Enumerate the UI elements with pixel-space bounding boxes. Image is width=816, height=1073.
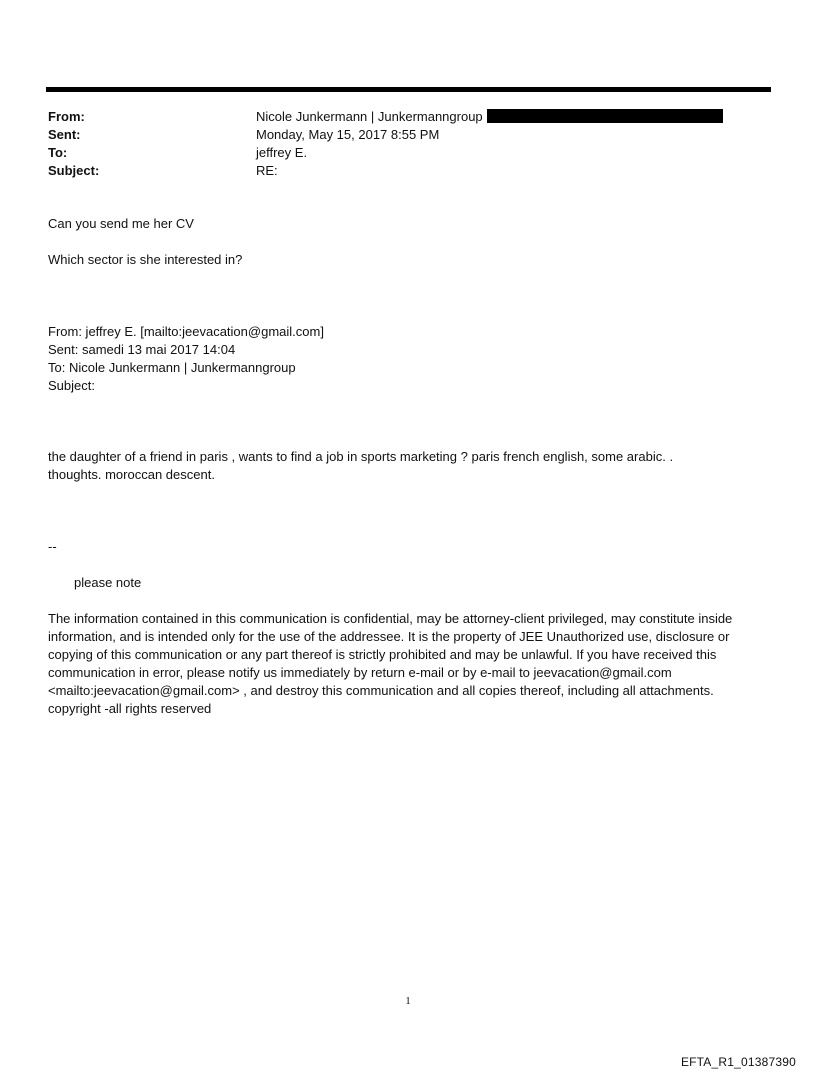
- sent-value: Monday, May 15, 2017 8:55 PM: [256, 127, 440, 142]
- sent-label: Sent:: [48, 127, 81, 142]
- redaction-box: [487, 109, 723, 123]
- signature-separator: --: [48, 539, 57, 554]
- to-label: To:: [48, 145, 68, 160]
- original-header: [48, 323, 763, 395]
- email-header: [48, 108, 770, 180]
- to-row: [48, 144, 770, 162]
- reply-line-2: Which sector is she interested in?: [48, 252, 243, 267]
- original-body-line-1: the daughter of a friend in paris , wants to find a job in sports marketing ? paris french english, some arabic. .: [48, 449, 674, 464]
- bates-number: EFTA_R1_01387390: [680, 1055, 796, 1069]
- original-sent: Sent: samedi 13 mai 2017 14:04: [48, 342, 236, 357]
- page-number: 1: [405, 995, 411, 1007]
- subject-value: RE:: [256, 163, 278, 178]
- to-value: jeffrey E.: [256, 145, 308, 160]
- from-label: From:: [48, 109, 85, 124]
- from-value: [256, 108, 770, 126]
- header-rule: [46, 87, 771, 92]
- subject-row: [48, 162, 770, 180]
- original-from: From: jeffrey E. [mailto:jeevacation@gmail.com]: [48, 324, 324, 339]
- reply-line-1: Can you send me her CV: [48, 216, 194, 231]
- original-subject: Subject:: [48, 378, 95, 393]
- from-row: [48, 108, 770, 126]
- sent-row: [48, 126, 770, 144]
- original-to: To: Nicole Junkermann | Junkermanngroup: [48, 360, 296, 375]
- original-body: [48, 448, 763, 484]
- subject-label: Subject:: [48, 163, 100, 178]
- please-note: please note: [74, 575, 142, 590]
- disclaimer: The information contained in this communication is confidential, may be attorney-client privileged, may constitute inside information, and is intended only for the use of the addressee. It is the property of JEE Unauthorized use, disclosure or copying of this communication or any part thereof is strictly prohibited and may be unlawful. If you have received this communication in error, please notify us immediately by return e-mail or by e-mail to jeevacation@gmail.com <mailto:jeevacation@gmail.com> , and destroy this communication and all copies thereof, including all attachments. copyright -all rights reserved: [48, 611, 733, 716]
- from-name: Nicole Junkermann | Junkermanngroup: [256, 109, 483, 124]
- original-body-line-2: thoughts. moroccan descent.: [48, 467, 215, 482]
